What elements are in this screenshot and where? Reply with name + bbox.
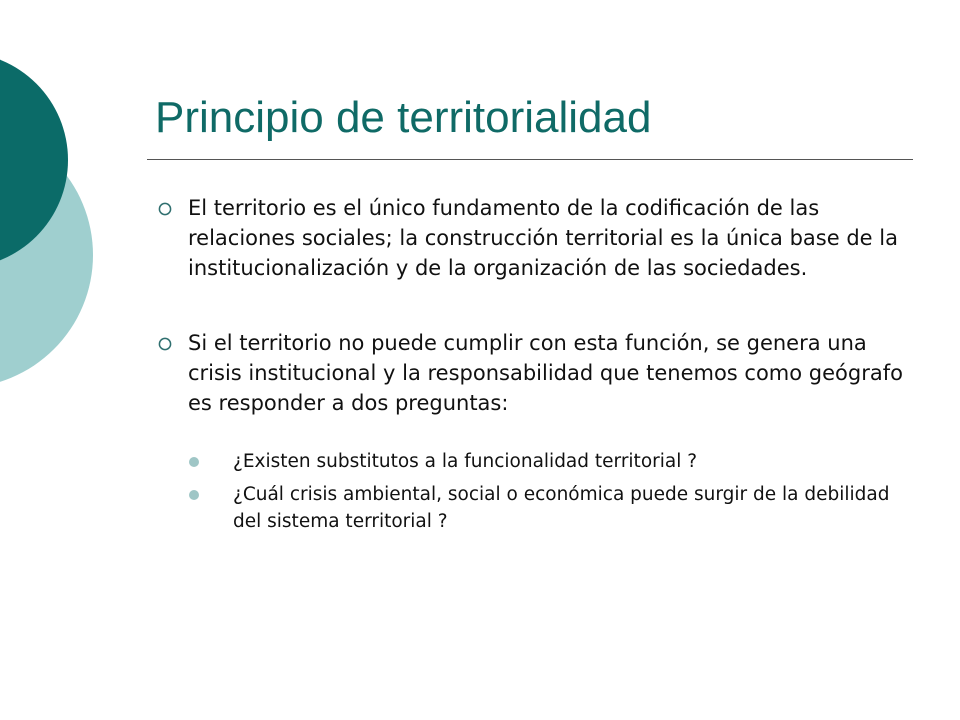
sub-bullet-text: ¿Existen substitutos a la funcionalidad territorial ?	[233, 451, 698, 472]
sub-bullet-item-2	[188, 481, 918, 535]
ring-bullet-icon	[158, 202, 172, 216]
title-divider	[147, 159, 913, 160]
decorative-circles	[0, 0, 140, 400]
dot-bullet-icon	[189, 457, 199, 467]
sub-bullet-item-1	[188, 448, 918, 475]
bullet-text: Si el territorio no puede cumplir con esta función, se genera una crisis institucional y la responsabilidad que tenemos como geógrafo es responder a dos preguntas:	[188, 331, 903, 415]
slide-title: Principio de territorialidad	[155, 93, 652, 142]
dot-bullet-icon	[189, 490, 199, 500]
bullet-item-1	[158, 193, 918, 283]
sub-bullet-list	[188, 448, 918, 535]
bullet-list	[158, 193, 918, 535]
sub-bullet-text: ¿Cuál crisis ambiental, social o económica puede surgir de la debilidad del sistema territorial ?	[233, 484, 890, 532]
bullet-text: El territorio es el único fundamento de la codificación de las relaciones sociales; la construcción territorial es la única base de la institucionalización y de la organización de las sociedades.	[188, 196, 898, 280]
ring-bullet-icon	[158, 337, 172, 351]
bullet-item-2	[158, 328, 918, 535]
